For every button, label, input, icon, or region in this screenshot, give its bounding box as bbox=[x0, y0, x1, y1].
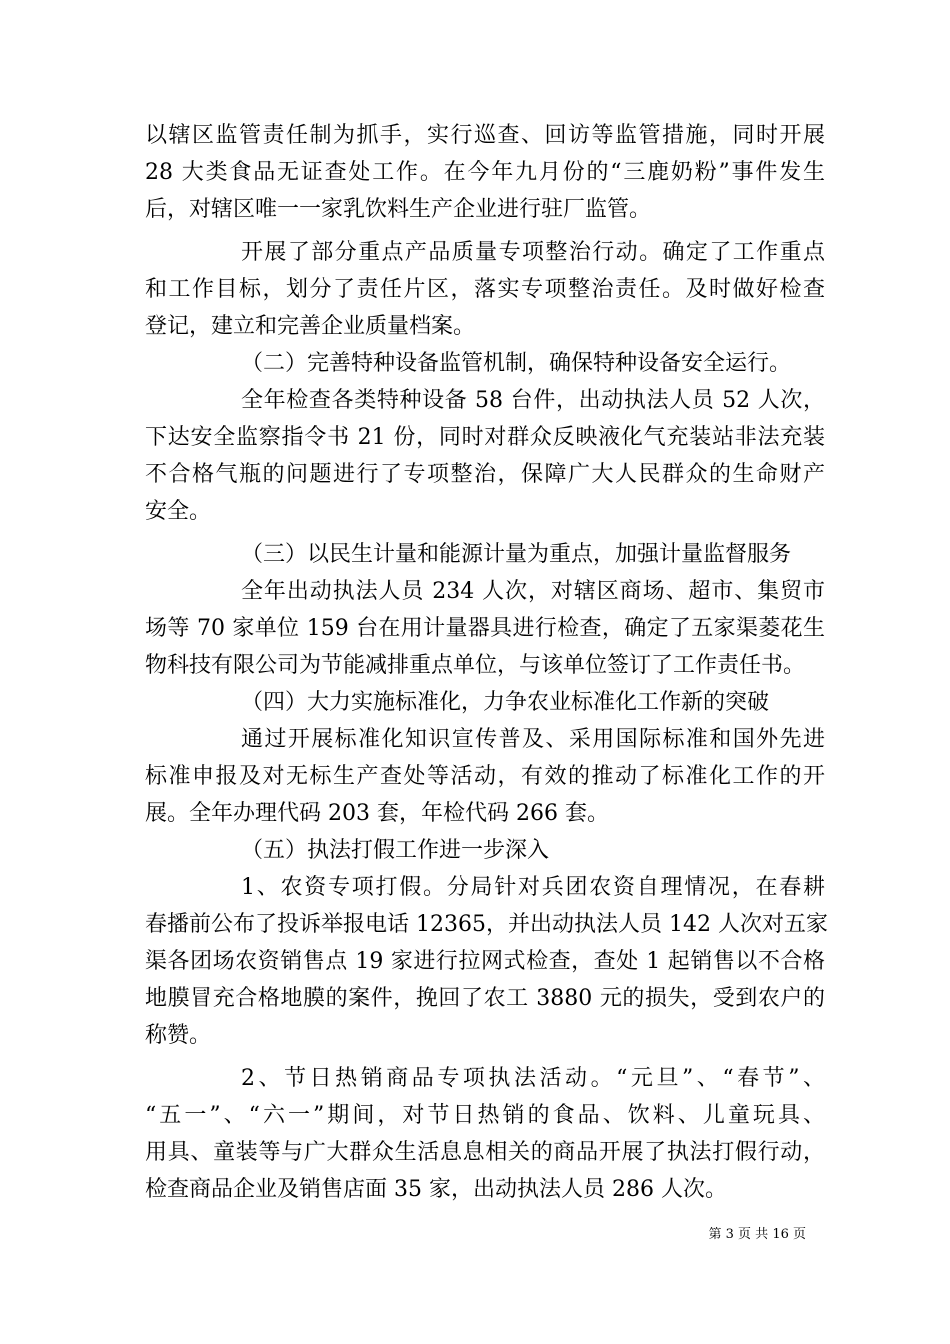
paragraph-start: 2、节日热销商品专项执法活动。“元旦”、“春节”、 bbox=[241, 1066, 825, 1091]
text-line: 标准申报及对无标生产查处等活动，有效的推动了标准化工作的开 bbox=[145, 764, 825, 789]
text-line: 展。全年办理代码 203 套，年检代码 266 套。 bbox=[145, 801, 609, 826]
text-line: 下达安全监察指令书 21 份，同时对群众反映液化气充装站非法充装 bbox=[145, 425, 825, 450]
paragraph-start: 通过开展标准化知识宣传普及、采用国际标准和国外先进 bbox=[241, 727, 825, 752]
paragraph-start: 全年出动执法人员 234 人次，对辖区商场、超市、集贸市 bbox=[241, 579, 825, 604]
section-heading: （三）以民生计量和能源计量为重点，加强计量监督服务 bbox=[241, 542, 792, 567]
text-line: 场等 70 家单位 159 台在用计量器具进行检查，确定了五家渠菱花生 bbox=[145, 616, 825, 641]
text-line: 28 大类食品无证查处工作。在今年九月份的“三鹿奶粉”事件发生 bbox=[145, 160, 825, 185]
text-line: 渠各团场农资销售点 19 家进行拉网式检查，查处 1 起销售以不合格 bbox=[145, 949, 825, 974]
text-line: 以辖区监管责任制为抓手，实行巡查、回访等监管措施，同时开展 bbox=[145, 123, 825, 148]
text-line: 登记，建立和完善企业质量档案。 bbox=[145, 314, 476, 339]
section-heading: （二）完善特种设备监管机制，确保特种设备安全运行。 bbox=[241, 351, 792, 376]
text-line: 地膜冒充合格地膜的案件，挽回了农工 3880 元的损失，受到农户的 bbox=[145, 986, 825, 1011]
text-line: 和工作目标，划分了责任片区，落实专项整治责任。及时做好检查 bbox=[145, 277, 825, 302]
page-number: 第 3 页 共 16 页 bbox=[708, 1227, 806, 1242]
paragraph-start: 开展了部分重点产品质量专项整治行动。确定了工作重点 bbox=[241, 240, 825, 265]
paragraph-start: 全年检查各类特种设备 58 台件，出动执法人员 52 人次， bbox=[241, 388, 825, 413]
text-line: 安全。 bbox=[145, 499, 212, 524]
section-heading: （五）执法打假工作进一步深入 bbox=[241, 838, 550, 863]
text-line: 检查商品企业及销售店面 35 家，出动执法人员 286 人次。 bbox=[145, 1177, 727, 1202]
document-body bbox=[145, 117, 828, 1208]
text-line: 用具、童装等与广大群众生活息息相关的商品开展了执法打假行动， bbox=[145, 1140, 825, 1165]
text-line: 不合格气瓶的问题进行了专项整治，保障广大人民群众的生命财产 bbox=[145, 462, 825, 487]
paragraph-start: 1、农资专项打假。分局针对兵团农资自理情况，在春耕 bbox=[241, 875, 825, 900]
text-line: 后，对辖区唯一一家乳饮料生产企业进行驻厂监管。 bbox=[145, 197, 652, 222]
text-line: “五一”、“六一”期间，对节日热销的食品、饮料、儿童玩具、 bbox=[145, 1103, 825, 1128]
section-heading: （四）大力实施标准化，力争农业标准化工作新的突破 bbox=[241, 690, 770, 715]
text-line: 称赞。 bbox=[145, 1023, 212, 1048]
text-line: 春播前公布了投诉举报电话 12365，并出动执法人员 142 人次对五家 bbox=[145, 912, 828, 937]
text-line: 物科技有限公司为节能减排重点单位，与该单位签订了工作责任书。 bbox=[145, 653, 806, 678]
